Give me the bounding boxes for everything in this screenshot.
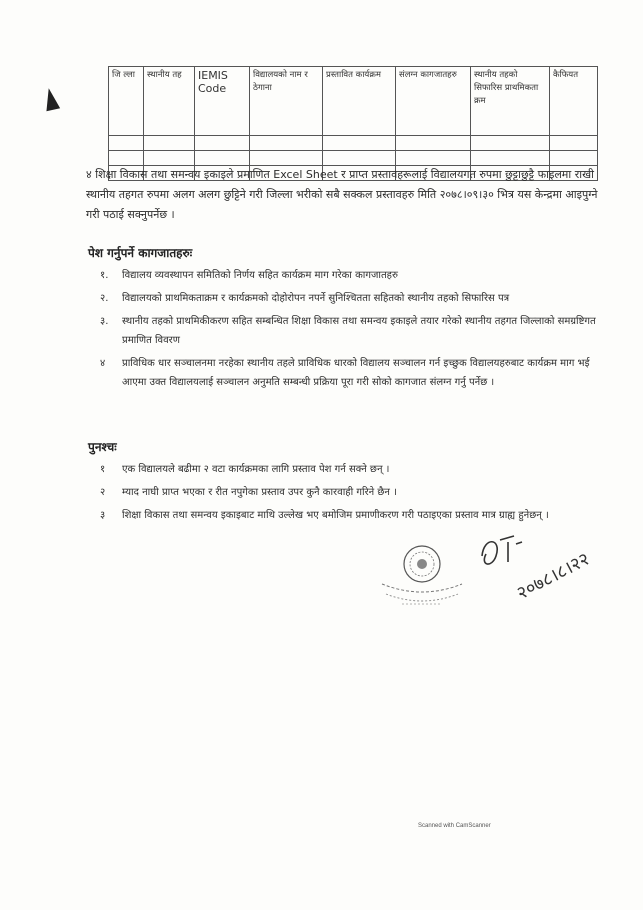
margin-mark-icon [42, 87, 60, 111]
postscript-heading: पुनश्चः [88, 440, 117, 454]
col-iemis-code: IEMIS Code [195, 67, 250, 136]
list-item: १ एक विद्यालयले बढीमा २ वटा कार्यक्रमका लागि प्रस्ताव पेश गर्न सक्ने छन् । [100, 464, 390, 475]
col-attached-documents: संलग्न कागजातहरु [396, 67, 471, 136]
list-item: ३. स्थानीय तहको प्राथमिकीकरण सहित सम्बन्धित शिक्षा विकास तथा समन्वय इकाइले तयार गरेको स्थानीय तहगत जिल्लाको समग्रष्टिगत प्रमाणित विवरण [100, 316, 596, 346]
col-recommendation-priority: स्थानीय तहको सिफारिस प्राथमिकता क्रम [471, 67, 550, 136]
signature-block [474, 526, 614, 606]
proposal-table [108, 66, 598, 181]
note-4-text: शिक्षा विकास तथा समन्वय इकाइले प्रमाणित Excel Sheet र प्राप्त प्रस्तावहरूलाई विद्यालयगत रुपमा छुट्टाछुट्टै फाइलमा राखी स्थानीय तहगत रुपमा अलग अलग छुट्टिने गरी जिल्ला भरीको सबै सक्कल प्रस्तावहरु मिति २०७८।०९।३० भित्र यस केन्द्रमा आइपुग्ने गरी पठाई सक्नुपर्नेछ । [86, 168, 598, 221]
table-header-row [109, 67, 598, 136]
postscript-list [100, 460, 610, 529]
table-row [109, 151, 598, 166]
scanner-watermark: Scanned with CamScanner [418, 823, 491, 829]
note-4-number: ४ [86, 168, 92, 181]
list-item: ३ शिक्षा विकास तथा समन्वय इकाइबाट माथि उल्लेख भए बमोजिम प्रमाणीकरण गरी पठाइएका प्रस्ताव मात्र ग्राह्य हुनेछन् । [100, 510, 549, 521]
signature-date: २०७८।८।२२ [513, 548, 594, 605]
col-school-name-address: विद्यालयको नाम र ठेगाना [250, 67, 323, 136]
col-proposed-program: प्रस्तावित कार्यक्रम [323, 67, 396, 136]
handwritten-signature-icon [474, 526, 614, 606]
documents-heading: पेश गर्नुपर्ने कागजातहरुः [88, 246, 193, 260]
list-item: १. विद्यालय व्यवस्थापन समितिको निर्णय सहित कार्यक्रम माग गरेका कागजातहरु [100, 270, 398, 281]
col-local-level: स्थानीय तह [144, 67, 195, 136]
table-row [109, 136, 598, 151]
list-item: २. विद्यालयको प्राथमिकताक्रम र कार्यक्रमको दोहोरोपन नपर्ने सुनिश्चितता सहितको स्थानीय तहको सिफारिस पत्र [100, 293, 510, 304]
list-item: २ म्याद नाघी प्राप्त भएका र रीत नपुगेका प्रस्ताव उपर कुनै कारवाही गरिने छैन । [100, 487, 397, 498]
note-4-paragraph [86, 165, 606, 225]
office-seal-icon [372, 540, 472, 612]
documents-list [100, 266, 610, 396]
list-item: ४ प्राविधिक धार सञ्चालनमा नरहेका स्थानीय तहले प्राविधिक धारको विद्यालय सञ्चालन गर्न इच्छुक विद्यालयहरुबाट कार्यक्रम माग भई आएमा उक्त विद्यालयलाई सञ्चालन अनुमति सम्बन्धी प्रक्रिया पूरा गरी सोको कागजात संलग्न गर्नु पर्नेछ । [100, 358, 590, 388]
col-remarks: कैफियत [550, 67, 598, 136]
col-district: जि ल्ला [109, 67, 144, 136]
